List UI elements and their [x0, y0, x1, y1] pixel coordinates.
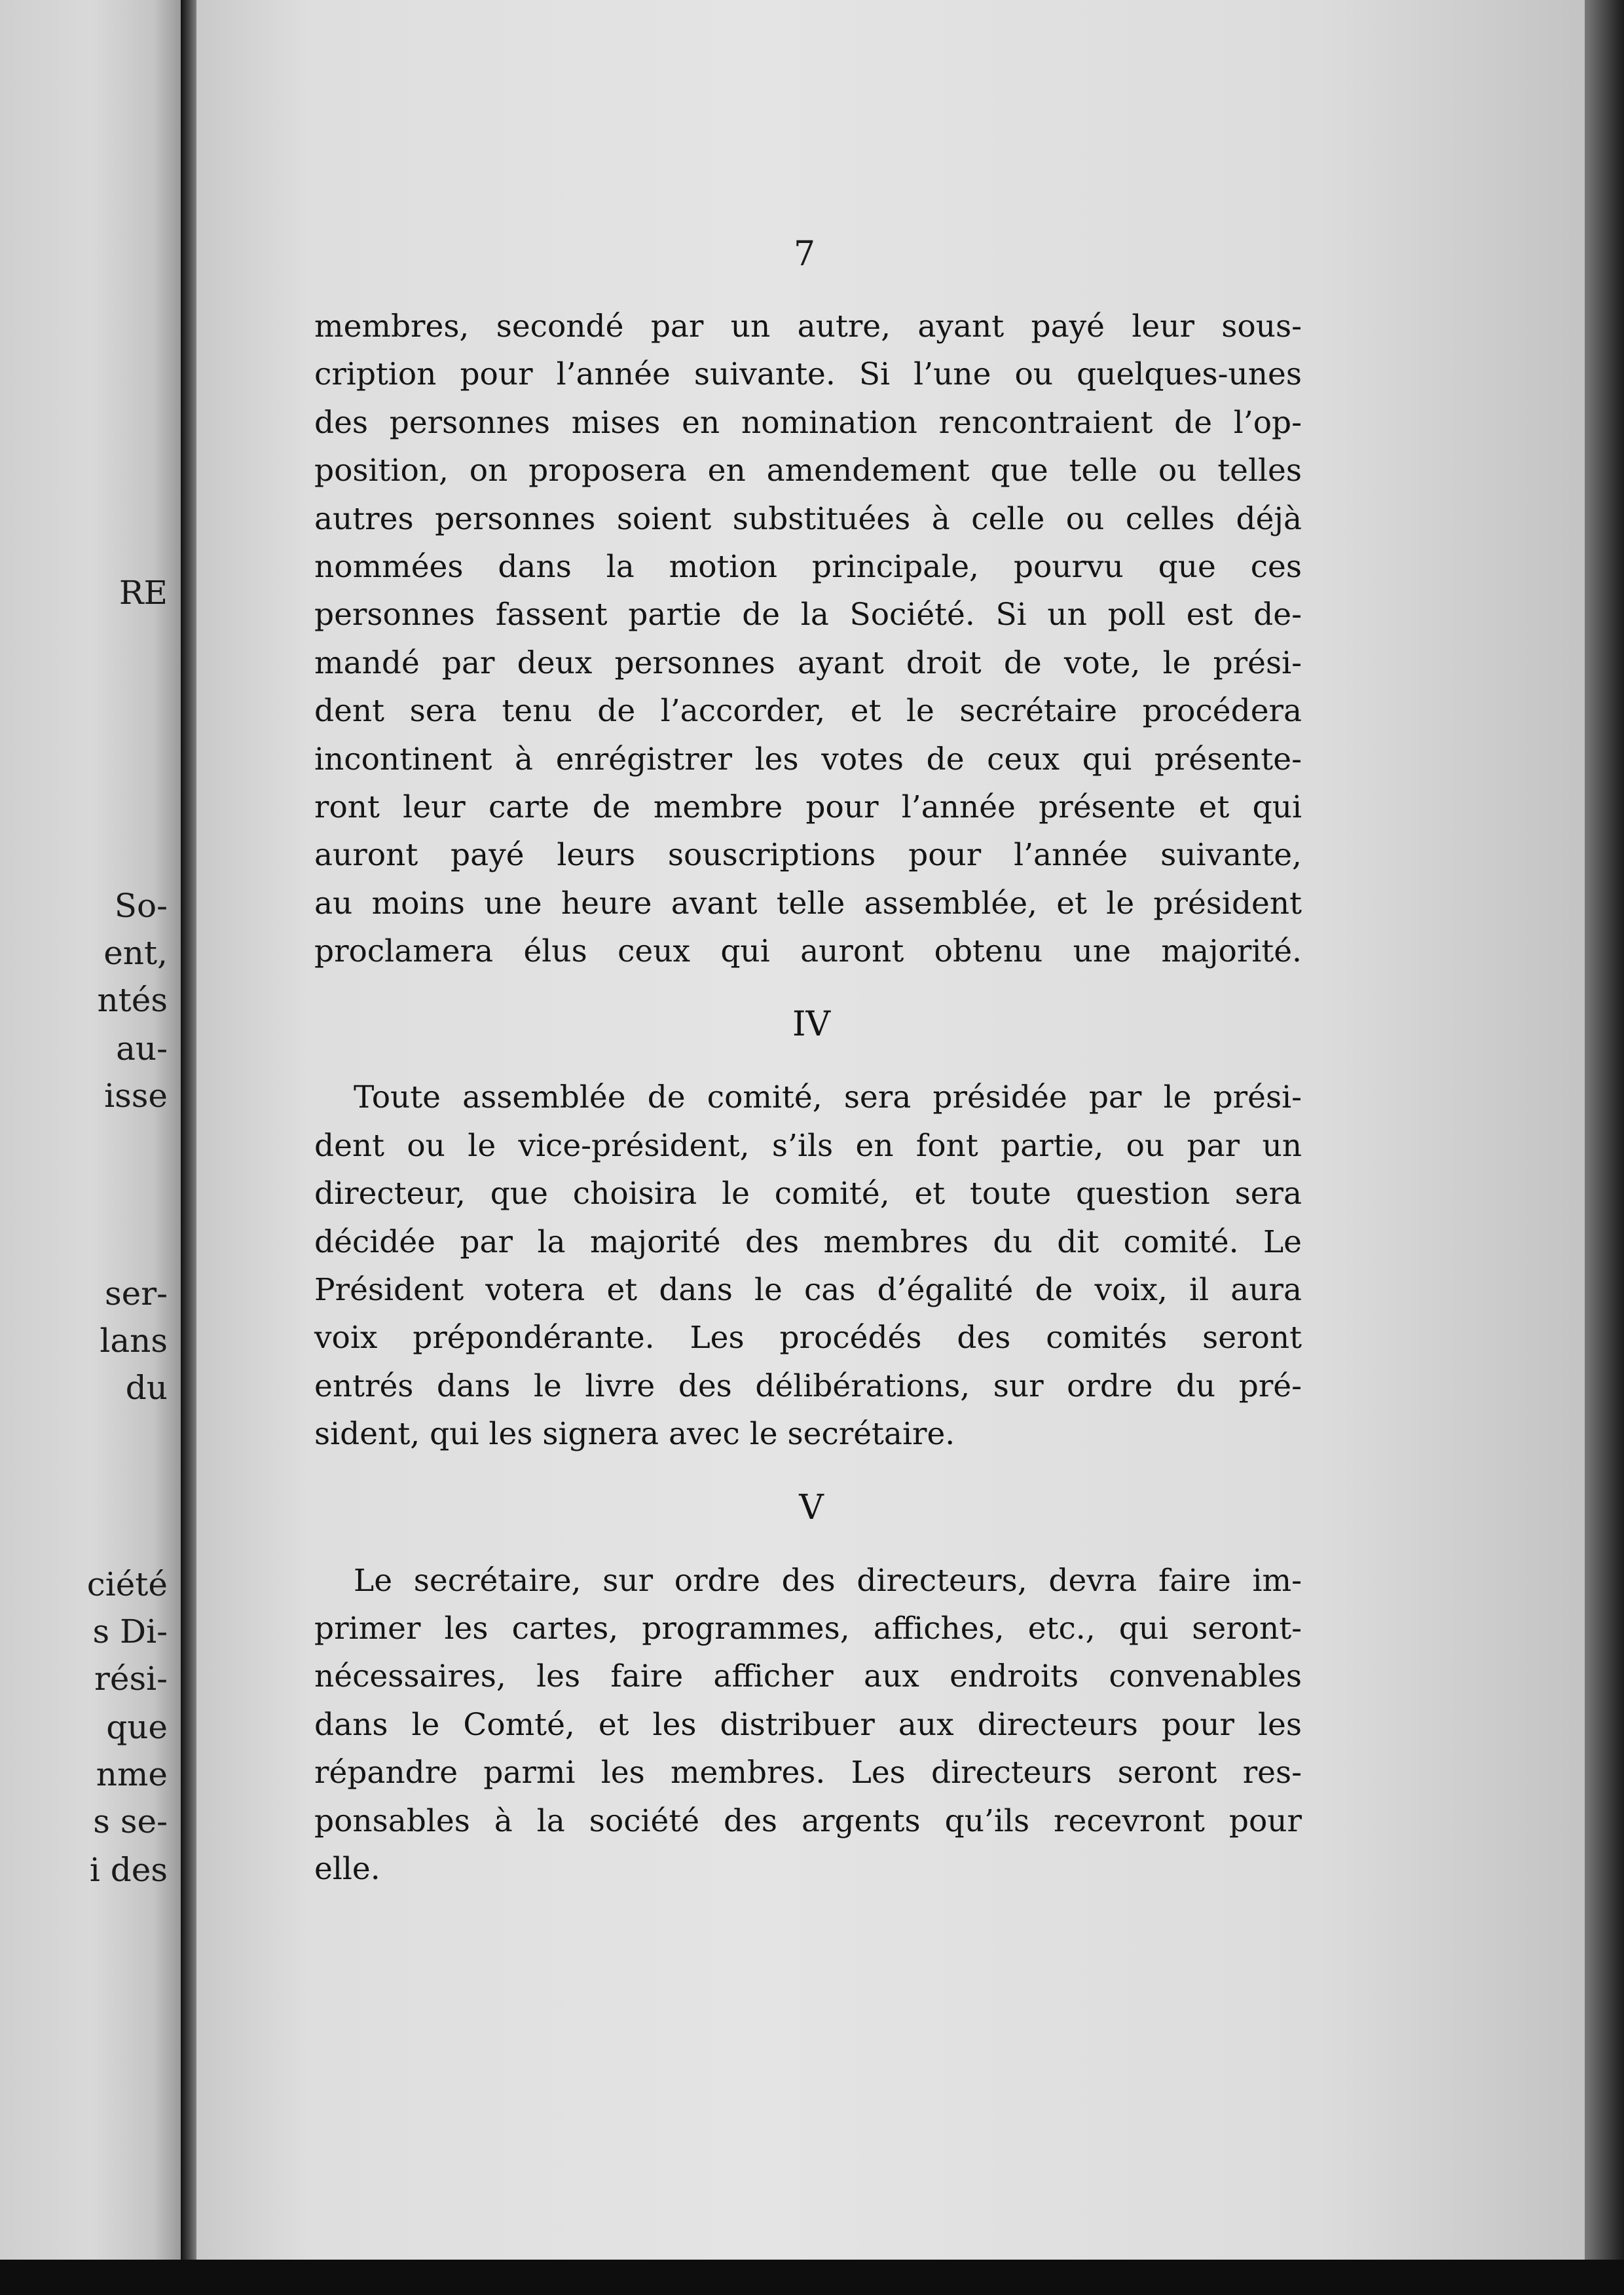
text-line: dans le Comté, et les distribuer aux directeurs pour les — [314, 1706, 1302, 1743]
left-fragment: rési- — [94, 1660, 168, 1698]
left-fragment: au- — [116, 1030, 168, 1068]
left-fragment: ciété — [86, 1565, 168, 1603]
left-fragment: ntés — [97, 981, 168, 1019]
text-line: décidée par la majorité des membres du dit comité. Le — [314, 1223, 1302, 1260]
text-line: sident, qui les signera avec le secrétaire. — [314, 1416, 955, 1453]
bottom-scan-edge — [0, 2260, 1624, 2295]
text-line: nécessaires, les faire afficher aux endroits convenables — [314, 1658, 1302, 1695]
right-page-edge — [1585, 0, 1624, 2295]
left-fragment: s Di- — [92, 1613, 168, 1651]
text-line: répandre parmi les membres. Les directeurs seront res- — [314, 1755, 1302, 1791]
text-line: elle. — [314, 1850, 380, 1887]
text-line: au moins une heure avant telle assemblée, et le président — [314, 885, 1302, 922]
left-fragment: nme — [96, 1755, 168, 1793]
text-line: Président votera et dans le cas d’égalité de voix, il aura — [314, 1272, 1302, 1309]
left-fragment: RE — [119, 574, 168, 612]
text-line: mandé par deux personnes ayant droit de vote, le prési- — [314, 644, 1302, 681]
left-fragment: que — [106, 1708, 168, 1746]
section-heading-iv: IV — [792, 1005, 831, 1045]
page-text — [314, 303, 1302, 1893]
text-line: membres, secondé par un autre, ayant payé leur sous- — [314, 308, 1302, 345]
text-line: autres personnes soient substituées à celle ou celles déjà — [314, 500, 1302, 537]
text-line: ponsables à la société des argents qu’ils recevront pour — [314, 1802, 1302, 1839]
text-line: primer les cartes, programmes, affiches, etc., qui seront- — [314, 1610, 1302, 1647]
text-line: entrés dans le livre des délibérations, sur ordre du pré- — [314, 1368, 1302, 1404]
text-line: incontinent à enrégistrer les votes de ceux qui présente- — [314, 741, 1302, 777]
left-page-edge — [0, 0, 190, 2273]
left-fragment: lans — [100, 1322, 168, 1360]
page-number: 7 — [794, 234, 816, 274]
binding-gutter — [181, 0, 198, 2273]
left-fragment: isse — [104, 1077, 168, 1115]
section-heading-v: V — [799, 1487, 824, 1527]
text-line: nommées dans la motion principale, pourvu que ces — [314, 548, 1302, 585]
text-line: des personnes mises en nomination rencontraient de l’op- — [314, 404, 1302, 441]
text-line: auront payé leurs souscriptions pour l’année suivante, — [314, 837, 1302, 874]
section-v-paragraph — [314, 1557, 1302, 1894]
left-fragment: du — [125, 1369, 168, 1407]
text-line: personnes fassent partie de la Société. Si un poll est de- — [314, 597, 1302, 633]
text-line: directeur, que choisira le comité, et toute question sera — [314, 1176, 1302, 1212]
left-fragment: s se- — [93, 1802, 168, 1840]
text-line: proclamera élus ceux qui auront obtenu une majorité. — [314, 933, 1302, 970]
text-line: cription pour l’année suivante. Si l’une ou quelques-unes — [314, 356, 1302, 393]
text-line: voix prépondérante. Les procédés des comités seront — [314, 1320, 1302, 1356]
text-line: position, on proposera en amendement que telle ou telles — [314, 453, 1302, 489]
left-fragment: ent, — [103, 934, 168, 972]
text-line: ront leur carte de membre pour l’année présente et qui — [314, 789, 1302, 825]
text-line: Toute assemblée de comité, sera présidée par le prési- — [354, 1079, 1302, 1116]
left-fragment: i des — [89, 1851, 168, 1889]
left-fragment: ser- — [104, 1275, 168, 1313]
section-iv-paragraph — [314, 1073, 1302, 1458]
continued-paragraph — [314, 303, 1302, 975]
text-line: dent sera tenu de l’accorder, et le secrétaire procédera — [314, 693, 1302, 730]
text-line: Le secrétaire, sur ordre des directeurs, devra faire im- — [354, 1562, 1302, 1599]
text-line: dent ou le vice-président, s’ils en font partie, ou par un — [314, 1127, 1302, 1164]
left-fragment: So- — [114, 887, 168, 925]
